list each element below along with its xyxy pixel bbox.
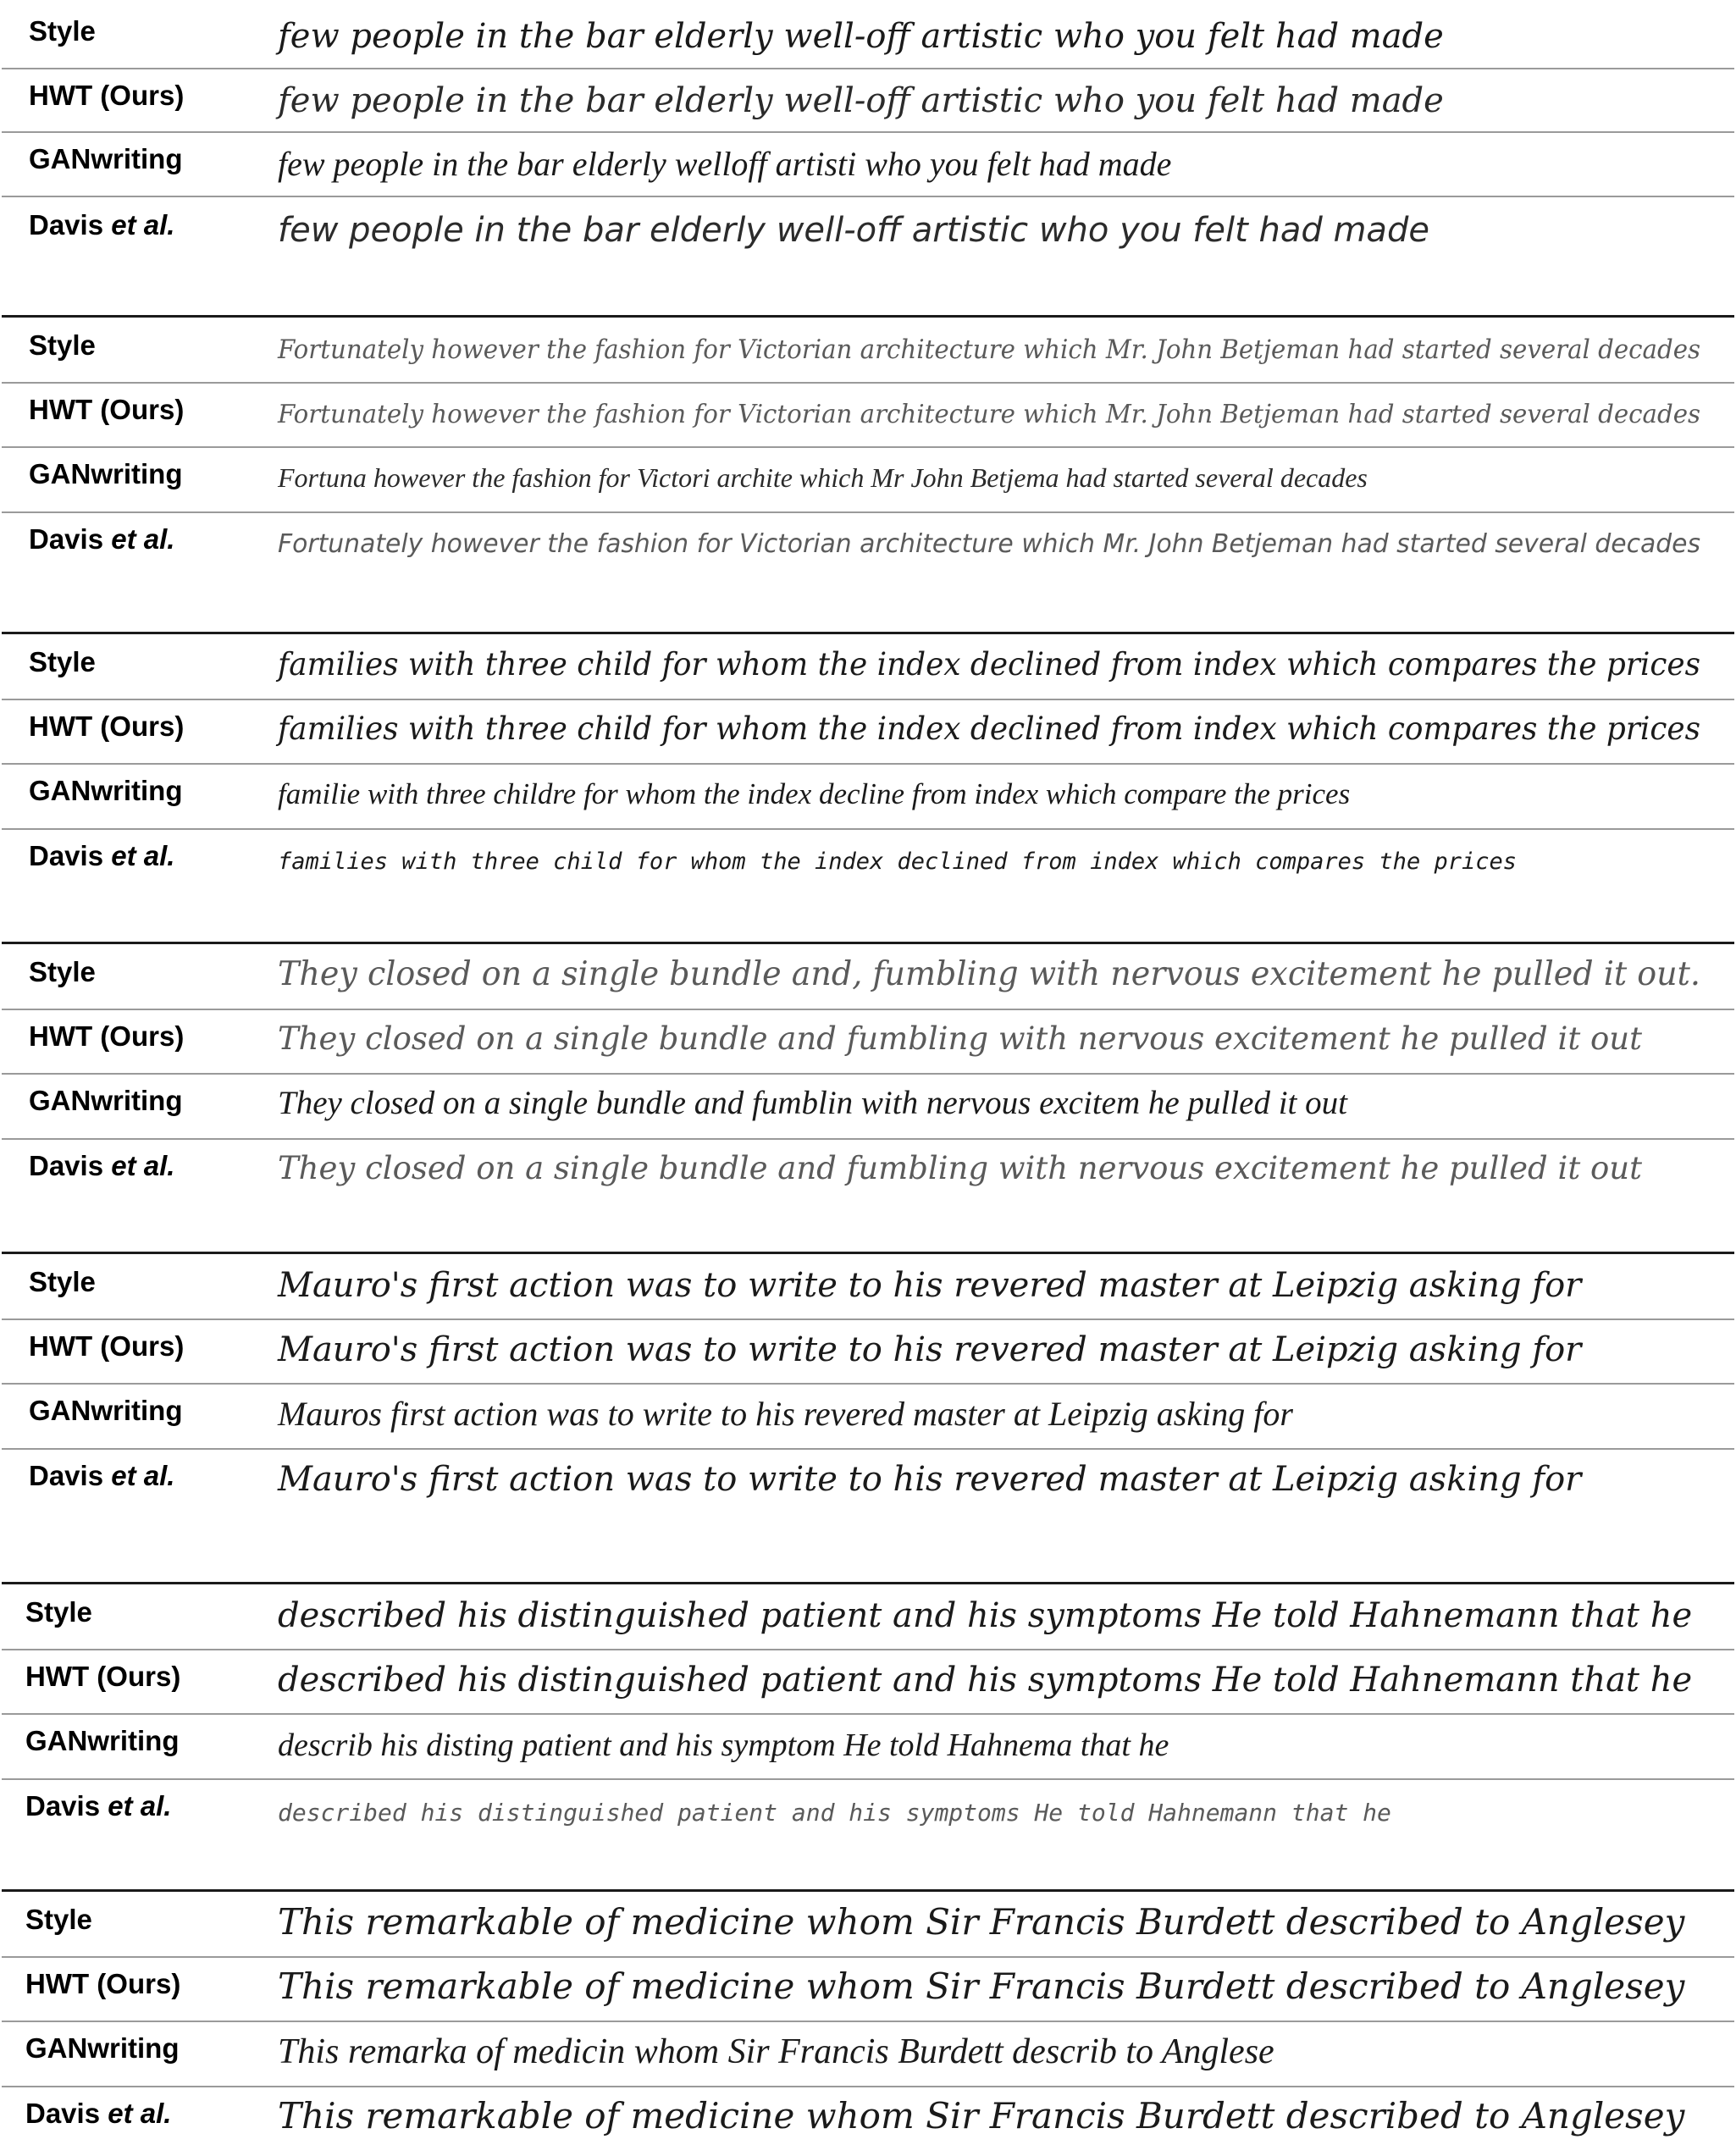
row-label: HWT (Ours) [29, 394, 185, 425]
handwriting-text: few people in the bar elderly well-off artistic who you felt had made [278, 81, 1444, 120]
row-label: Davis et al. [29, 1150, 175, 1181]
row-label: GANwriting [25, 2032, 180, 2064]
row-label: Davis et al. [29, 840, 175, 871]
handwriting-text: Fortunately however the fashion for Victorian architecture which Mr. John Betjeman had started several decades [277, 334, 1700, 365]
row-davis-et-al [0, 197, 1736, 260]
row-style [0, 1254, 1736, 1317]
row-davis-et-al [0, 2086, 1736, 2148]
row-ganwriting [0, 763, 1736, 826]
handwriting-sample [271, 1386, 1711, 1442]
row-label: HWT (Ours) [29, 80, 185, 111]
handwriting-sample [271, 321, 1711, 377]
handwriting-sample [271, 385, 1711, 441]
handwriting-sample [271, 1076, 1711, 1132]
row-label: Style [25, 1596, 92, 1628]
handwriting-sample [271, 638, 1711, 694]
handwriting-sample [271, 1142, 1711, 1197]
row-label: Style [29, 646, 96, 677]
handwriting-sample [271, 1451, 1711, 1507]
handwriting-text: describ his disting patient and his symptom He told Hahnema that he [278, 1728, 1169, 1763]
row-ganwriting [0, 1713, 1736, 1776]
handwriting-sample [271, 702, 1711, 758]
handwriting-text: Mauro's first action was to write to his revered master at Leipzig asking for [278, 1330, 1582, 1369]
handwriting-text: They closed on a single bundle and fumbling with nervous excitement he pulled it out [278, 1150, 1642, 1186]
handwriting-sample [271, 7, 1711, 63]
handwriting-sample [271, 948, 1711, 1003]
handwriting-text: described his distinguished patient and his symptoms He told Hahnemann that he [278, 1799, 1391, 1827]
handwriting-text: few people in the bar elderly well-off artistic who you felt had made [278, 211, 1429, 250]
row-style [0, 3, 1736, 66]
handwriting-text: families with three child for whom the index declined from index which compares the prices [275, 710, 1700, 747]
handwriting-sample [271, 1960, 1711, 2015]
row-label: GANwriting [29, 458, 183, 489]
row-label: HWT (Ours) [25, 1661, 181, 1692]
row-label: GANwriting [29, 775, 183, 806]
row-ganwriting [0, 1073, 1736, 1136]
row-davis-et-al [0, 511, 1736, 574]
handwriting-text: few people in the bar elderly well-off artistic who you felt had made [278, 17, 1444, 56]
handwriting-text: Mauros first action was to write to his revered master at Leipzig asking for [278, 1395, 1293, 1433]
handwriting-sample [271, 1012, 1711, 1068]
handwriting-sample [271, 1717, 1711, 1772]
handwriting-text: Mauro's first action was to write to his revered master at Leipzig asking for [278, 1460, 1582, 1499]
row-davis-et-al [0, 828, 1736, 891]
handwriting-text: Mauro's first action was to write to his revered master at Leipzig asking for [278, 1266, 1582, 1305]
handwriting-sample [271, 135, 1711, 191]
row-hwt-ours [0, 1318, 1736, 1381]
row-style [0, 634, 1736, 697]
row-hwt-ours [0, 382, 1736, 445]
row-style [0, 1892, 1736, 1954]
handwriting-text: This remarkable of medicine whom Sir Francis Burdett described to Anglesey [278, 1965, 1685, 2007]
row-hwt-ours [0, 1956, 1736, 2019]
row-label: Davis et al. [25, 2098, 172, 2129]
row-label: Style [29, 1266, 96, 1297]
row-label: Style [29, 956, 96, 987]
handwriting-text: This remarka of medicin whom Sir Francis Burdett describ to Anglese [278, 2032, 1274, 2071]
handwriting-text: They closed on a single bundle and fumbling with nervous excitement he pulled it out [278, 1020, 1642, 1057]
row-label: GANwriting [29, 143, 183, 174]
handwriting-sample [271, 201, 1711, 257]
row-ganwriting [0, 131, 1736, 194]
row-style [0, 1584, 1736, 1647]
handwriting-sample [271, 450, 1711, 506]
handwriting-text: described his distinguished patient and his symptoms He told Hahnemann that he [278, 1661, 1693, 1700]
handwriting-sample [271, 515, 1711, 571]
handwriting-text: Fortunately however the fashion for Victorian architecture which Mr. John Betjeman had started several decades [277, 400, 1700, 429]
row-label: HWT (Ours) [29, 1020, 185, 1052]
handwriting-sample [271, 832, 1711, 887]
handwriting-sample [271, 1588, 1711, 1644]
row-label: HWT (Ours) [29, 710, 185, 742]
row-hwt-ours [0, 699, 1736, 761]
handwriting-sample [271, 1782, 1711, 1838]
handwriting-text: They closed on a single bundle and, fumbling with nervous excitement he pulled it out. [278, 955, 1700, 993]
handwriting-sample [271, 2089, 1711, 2145]
handwriting-text: They closed on a single bundle and fumblin with nervous excitem he pulled it out [278, 1085, 1347, 1121]
row-hwt-ours [0, 1009, 1736, 1071]
row-davis-et-al [0, 1778, 1736, 1841]
handwriting-text: This remarkable of medicine whom Sir Francis Burdett described to Anglesey [278, 2095, 1685, 2137]
handwriting-text: families with three child for whom the index declined from index which compares the prices [278, 849, 1517, 875]
row-label: Davis et al. [25, 1790, 172, 1822]
row-label: GANwriting [29, 1395, 183, 1426]
row-style [0, 318, 1736, 380]
row-ganwriting [0, 2021, 1736, 2083]
handwriting-sample [271, 1258, 1711, 1313]
handwriting-text: This remarkable of medicine whom Sir Francis Burdett described to Anglesey [278, 1901, 1685, 1943]
row-label: Style [25, 1904, 92, 1935]
handwriting-sample [271, 766, 1711, 822]
handwriting-text: Fortuna however the fashion for Victori archite which Mr John Betjema had started several decades [278, 462, 1368, 493]
row-label: Davis et al. [29, 1460, 175, 1491]
handwriting-sample [271, 2024, 1711, 2080]
row-label: Davis et al. [29, 209, 175, 240]
row-label: HWT (Ours) [29, 1330, 185, 1362]
handwriting-text: few people in the bar elderly welloff artisti who you felt had made [278, 145, 1172, 183]
row-label: Style [29, 15, 96, 47]
handwriting-text: familie with three childre for whom the index decline from index which compare the prices [278, 777, 1351, 810]
handwriting-sample [271, 1322, 1711, 1378]
handwriting-sample [271, 1895, 1711, 1951]
handwriting-text: families with three child for whom the index declined from index which compares the prices [275, 646, 1700, 683]
row-label: Style [29, 329, 96, 361]
handwriting-text: Fortunately however the fashion for Victorian architecture which Mr. John Betjeman had started several decades [278, 529, 1700, 559]
row-ganwriting [0, 446, 1736, 509]
row-style [0, 944, 1736, 1007]
row-hwt-ours [0, 68, 1736, 130]
row-hwt-ours [0, 1649, 1736, 1711]
row-label: HWT (Ours) [25, 1968, 181, 1999]
row-label: Davis et al. [29, 523, 175, 555]
handwriting-text: described his distinguished patient and his symptoms He told Hahnemann that he [278, 1596, 1693, 1635]
row-ganwriting [0, 1383, 1736, 1446]
row-label: GANwriting [29, 1085, 183, 1116]
handwriting-sample [271, 71, 1711, 127]
row-davis-et-al [0, 1138, 1736, 1201]
handwriting-sample [271, 1652, 1711, 1708]
row-label: GANwriting [25, 1725, 180, 1756]
row-davis-et-al [0, 1448, 1736, 1511]
